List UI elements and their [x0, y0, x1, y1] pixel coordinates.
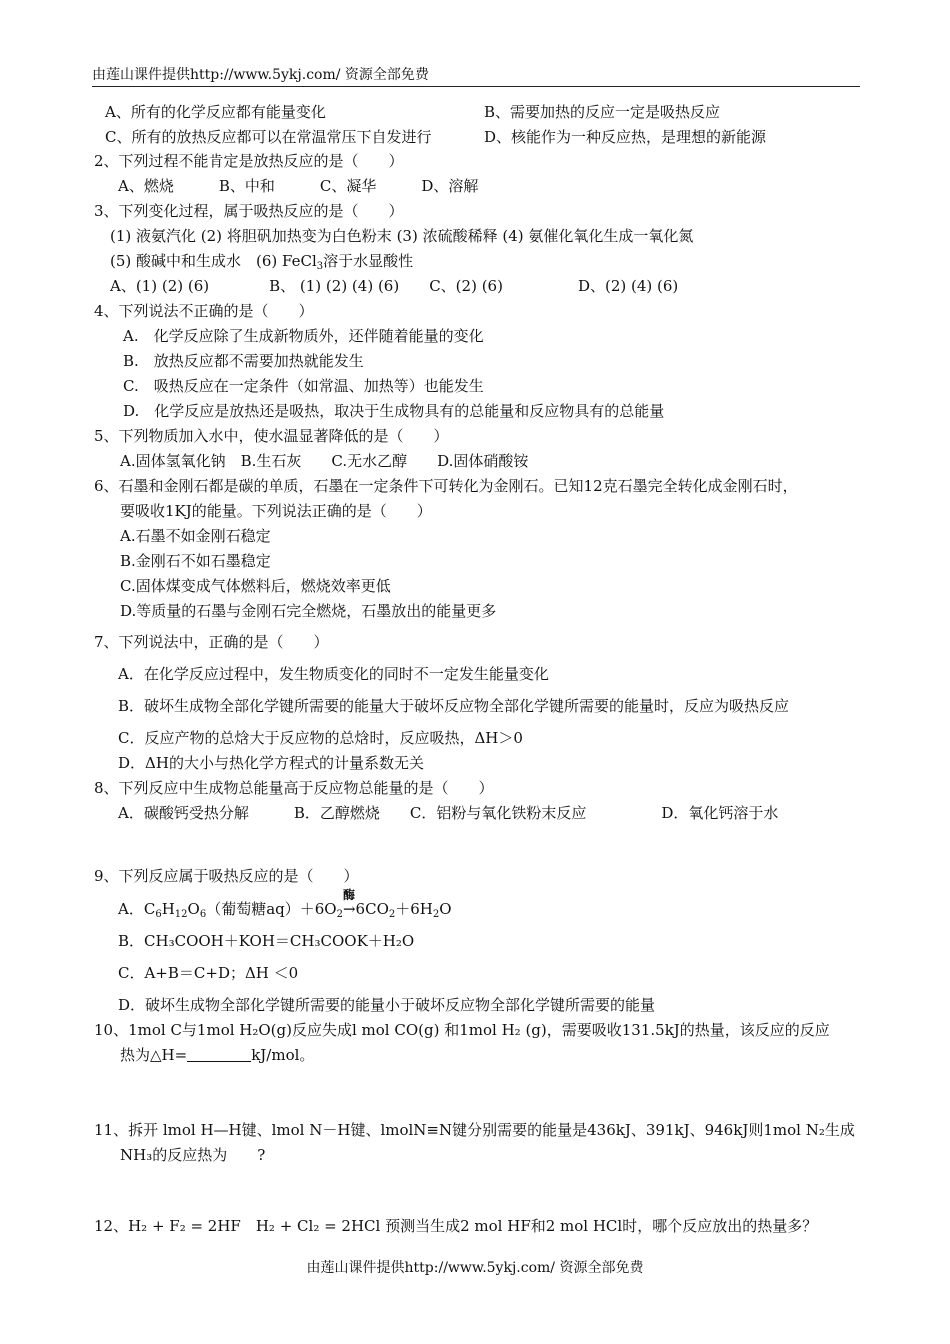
q3-items-2-pre: (5) 酸碱中和生成水 (6) FeCl	[110, 252, 317, 270]
q3-items-2	[110, 251, 413, 271]
q6-option-b: B.金刚石不如石墨稳定	[120, 552, 271, 570]
q9-a-end: ＋6H	[395, 900, 433, 918]
q10-line-1: 10、1mol C与1mol H₂O(g)反应失成l mol CO(g) 和1mol H₂ (g)，需要吸收131.5kJ的热量，该反应的反应	[94, 1021, 830, 1039]
answer-blank[interactable]	[187, 1047, 251, 1062]
q10-line-2	[120, 1045, 314, 1065]
q5-stem: 5、下列物质加入水中，使水温显著降低的是（ ）	[94, 427, 449, 445]
q11-line-1: 11、拆开 lmol H—H键、lmol N－H键、lmolN≡N键分别需要的能量是436kJ、391kJ、946kJ则1mol N₂生成	[94, 1121, 855, 1139]
q7-option-c: C．反应产物的总焓大于反应物的总焓时，反应吸热，ΔH＞0	[118, 729, 523, 747]
q4-option-a: A. 化学反应除了生成新物质外，还伴随着能量的变化	[123, 327, 484, 345]
q3-options: A、(1) (2) (6) B、 (1) (2) (4) (6) C、(2) (6) D、(2) (4) (6)	[110, 277, 679, 295]
q10-line-2-pre: 热为△H=	[120, 1046, 188, 1064]
q9-a-sub-2b: 2	[388, 909, 396, 920]
q6-option-c: C.固体煤变成气体燃料后，燃烧效率更低	[120, 577, 391, 595]
q9-a-sub-12: 12	[174, 909, 188, 920]
q10-line-2-post: kJ/mol。	[251, 1046, 315, 1064]
q1-option-a: A、所有的化学反应都有能量变化	[105, 103, 326, 121]
q4-option-d: D. 化学反应是放热还是吸热，取决于生成物具有的总能量和反应物具有的总能量	[123, 402, 665, 420]
page-footer: 由莲山课件提供http://www.5ykj.com/ 资源全部免费	[306, 1260, 644, 1276]
q1-option-c: C、所有的放热反应都可以在常温常压下自发进行	[105, 128, 432, 146]
q9-a-sub-2: 2	[336, 909, 343, 920]
q9-a-sub-2c: 2	[432, 909, 440, 920]
q6-option-a: A.石墨不如金刚石稳定	[120, 527, 271, 545]
q9-option-a: A．$C_6H_{12}O_6$（葡萄糖$aq)+6O_2$ 酶 $\to 6CO_2+6H_2O$	[118, 899, 452, 919]
q9-a-mid: （葡萄糖aq）＋6O	[206, 900, 337, 918]
q3-stem: 3、下列变化过程，属于吸热反应的是（ ）	[94, 202, 404, 220]
q1-option-d: D、核能作为一种反应热，是理想的新能源	[484, 128, 767, 146]
q4-option-c: C. 吸热反应在一定条件（如常温、加热等）也能发生	[123, 377, 484, 395]
q7-stem: 7、下列说法中，正确的是（ ）	[94, 633, 329, 651]
q5-options: A.固体氢氧化钠 B.生石灰 C.无水乙醇 D.固体硝酸铵	[120, 452, 529, 470]
q8-stem: 8、下列反应中生成物总能量高于反应物总能量的是（ ）	[94, 779, 494, 797]
q3-items-2-sub: 3	[316, 261, 324, 272]
q6-stem-2: 要吸收1KJ的能量。下列说法正确的是（ ）	[120, 502, 432, 520]
q1-option-b: B、需要加热的反应一定是吸热反应	[484, 103, 721, 121]
q2-stem: 2、下列过程不能肯定是放热反应的是（ ）	[94, 152, 404, 170]
page-header: 由莲山课件提供http://www.5ykj.com/ 资源全部免费	[92, 66, 860, 87]
q9-option-b: B．CH₃COOH＋KOH＝CH₃COOK＋H₂O	[118, 932, 415, 950]
arrow-right-icon: →	[342, 900, 356, 918]
q7-option-a: A．在化学反应过程中，发生物质变化的同时不一定发生能量变化	[118, 665, 549, 683]
q8-options: A．碳酸钙受热分解 B．乙醇燃烧 C．铝粉与氧化铁粉末反应 D．氧化钙溶于水	[118, 804, 779, 822]
q9-a-sub-6: 6	[155, 909, 162, 920]
q9-option-d: D．破坏生成物全部化学键所需要的能量小于破坏反应物全部化学键所需要的能量	[118, 996, 656, 1014]
q4-option-b: B. 放热反应都不需要加热就能发生	[123, 352, 364, 370]
q9-a-sub-6b: 6	[199, 909, 207, 920]
q3-items-1: (1) 液氨汽化 (2) 将胆矾加热变为白色粉末 (3) 浓硫酸稀释 (4) 氨催化氧化生成一氧化氮	[110, 227, 694, 245]
q6-stem-1: 6、石墨和金刚石都是碳的单质，石墨在一定条件下可转化为金刚石。已知12克石墨完全转化成金刚石时，	[94, 477, 798, 495]
q9-a-label: A．C	[118, 900, 156, 918]
q9-option-c: C．A+B＝C+D；ΔH ＜0	[118, 964, 299, 982]
q9-stem: 9、下列反应属于吸热反应的是（ ）	[94, 867, 359, 885]
q3-items-2-post: 溶于水显酸性	[323, 252, 414, 270]
q6-option-d: D.等质量的石墨与金刚石完全燃烧，石墨放出的能量更多	[120, 602, 497, 620]
q11-line-2: NH₃的反应热为 ?	[120, 1146, 266, 1164]
q12-line: 12、H₂ + F₂ = 2HF H₂ + Cl₂ = 2HCl 预测当生成2 mol HF和2 mol HCl时，哪个反应放出的热量多？	[94, 1217, 818, 1235]
q9-enzyme-label: 酶	[342, 888, 355, 902]
q9-reaction-arrow	[342, 888, 356, 919]
q2-options: A、燃烧 B、中和 C、凝华 D、溶解	[118, 177, 479, 195]
q7-option-b: B．破坏生成物全部化学键所需要的能量大于破坏反应物全部化学键所需要的能量时，反应为吸热反应	[118, 697, 790, 715]
q9-a-post: 6CO	[355, 900, 389, 918]
q4-stem: 4、下列说法不正确的是（ ）	[94, 302, 314, 320]
q7-option-d: D．ΔH的大小与热化学方程式的计量系数无关	[118, 754, 424, 772]
